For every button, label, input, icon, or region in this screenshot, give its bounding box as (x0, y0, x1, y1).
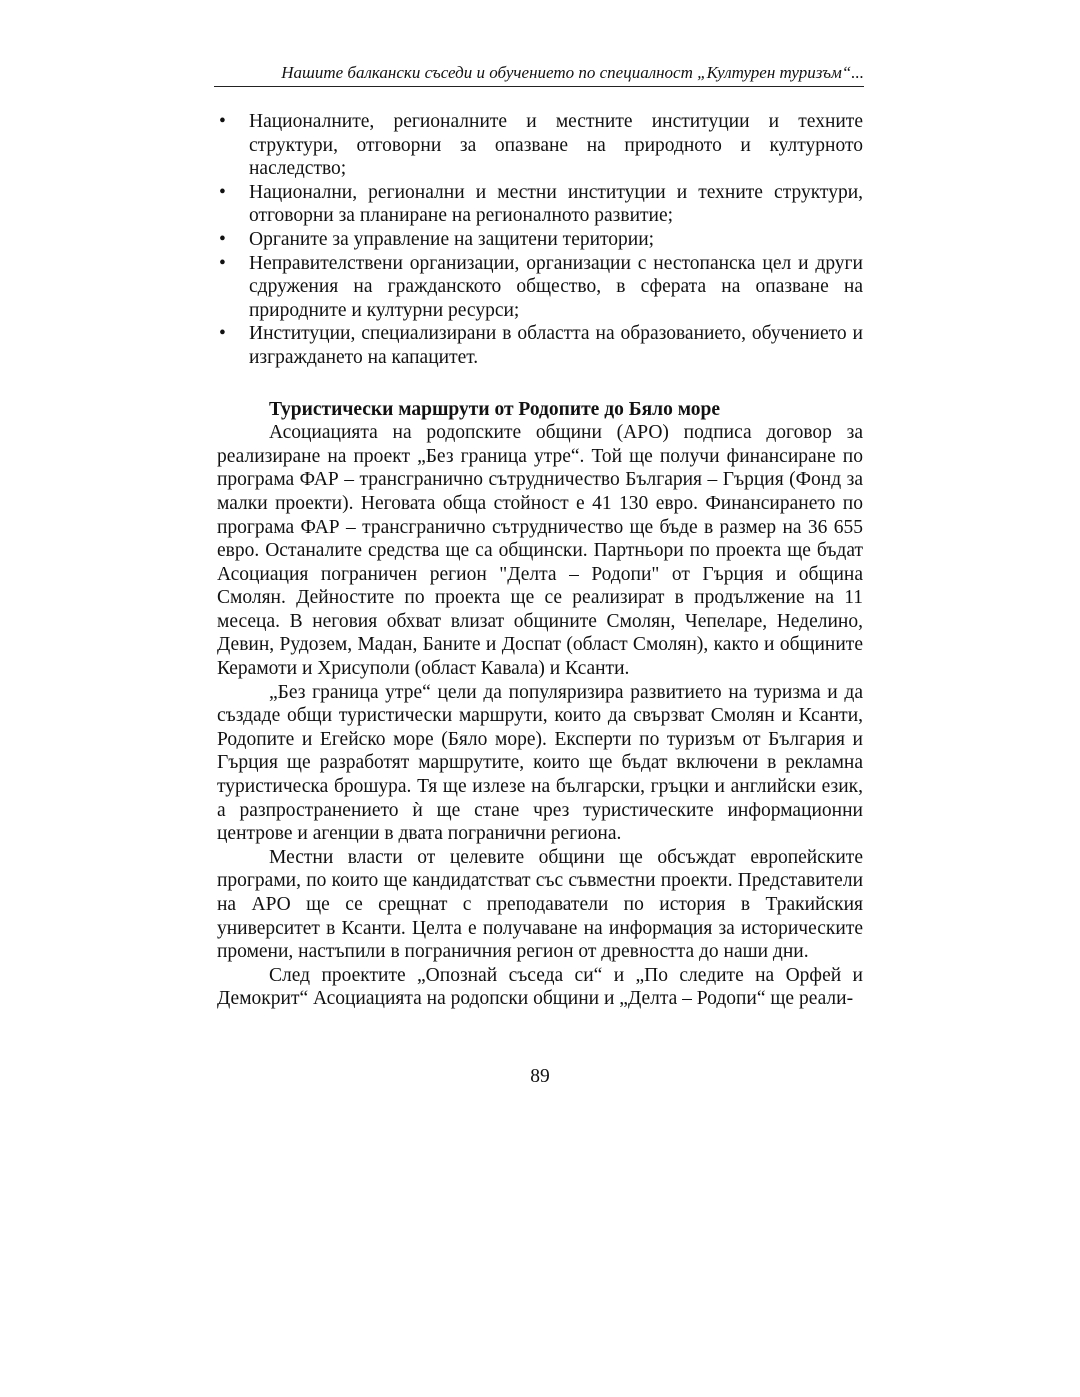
bullet-item (217, 252, 863, 323)
running-header-title: Нашите балкански съседи и обучението по специалност „Културен туризъм“... (281, 63, 864, 82)
bullet-text: Национални, регионални и местни институции и техните структури, отговорни за планиране на регионалното развитие; (249, 181, 863, 227)
bullet-list (217, 110, 863, 370)
paragraph: „Без граница утре“ цели да популяризира развитието на туризма и да създаде общи туристически маршрути, които да свързват Смолян и Ксанти, Родопите и Егейско море (Бяло море). Експерти по туризъм от България и Гърция ще разработят маршрутите, които ще бъдат включени в рекламна туристическа брошура. Тя ще излезе на български, гръцки и английски език, а разпространението ѝ ще стане чрез туристическите информационни центрове и агенции в двата погранични региона. (217, 681, 863, 845)
bullet-item (217, 181, 863, 228)
bullet-text: Органите за управление на защитени територии; (249, 228, 655, 250)
page-number: 89 (530, 1066, 550, 1087)
bullet-icon: • (219, 111, 226, 132)
bullet-item (217, 110, 863, 181)
bullet-text: Институции, специализирани в областта на образованието, обучението и изграждането на капацитет. (249, 323, 863, 368)
bullet-text: Неправителствени организации, организации с нестопанска цел и други сдружения на гражданското общество, в сферата на опазване на природните и културни ресурси; (249, 252, 863, 321)
paragraph: След проектите „Опознай съседа си“ и „По следите на Орфей и Демокрит“ Асоциацията на родопски общини и „Делта – Родопи“ ще реали- (217, 964, 863, 1010)
running-header (214, 62, 864, 87)
bullet-item (217, 228, 863, 252)
bullet-icon: • (219, 228, 226, 250)
paragraph: Местни власти от целевите общини ще обсъждат европейските програми, по които ще кандидатстват със съвместни проекти. Представители на АРО ще се срещнат с преподаватели по история в Тракийския университет в Ксанти. Целта е получаване на информация за историческите промени, настъпили в пограничния регион от древността до наши дни. (217, 846, 863, 963)
bullet-text: Националните, регионалните и местните институции и техните структури, отговорни за опазване на природното и културното наследство; (249, 111, 863, 180)
section-title: Туристически маршрути от Родопите до Бяло море (269, 398, 720, 420)
bullet-icon: • (219, 252, 226, 274)
bullet-item (217, 322, 863, 369)
bullet-icon: • (219, 323, 226, 345)
page-body (217, 110, 863, 1011)
paragraph: Асоциацията на родопските общини (АРО) подписа договор за реализиране на проект „Без граница утре“. Той ще получи финансиране по програма ФАР – трансгранично сътрудничество България – Гърция (Фонд за малки проекти). Неговата обща стойност е 41 130 евро. Финансирането по програма ФАР – трансгранично сътрудничество ще бъде в размер на 36 655 евро. Останалите средства ще са общински. Партньори по проекта ще бъдат Асоциация пограничен регион "Делта – Родопи" от Гърция и община Смолян. Дейностите по проекта ще се реализират в продължение на 11 месеца. В неговия обхват влизат общините Смолян, Чепеларе, Неделино, Девин, Рудозем, Мадан, Баните и Доспат (област Смолян), както и общините Керамоти и Хрисуполи (област Кавала) и Ксанти. (217, 422, 863, 680)
bullet-icon: • (219, 181, 226, 203)
